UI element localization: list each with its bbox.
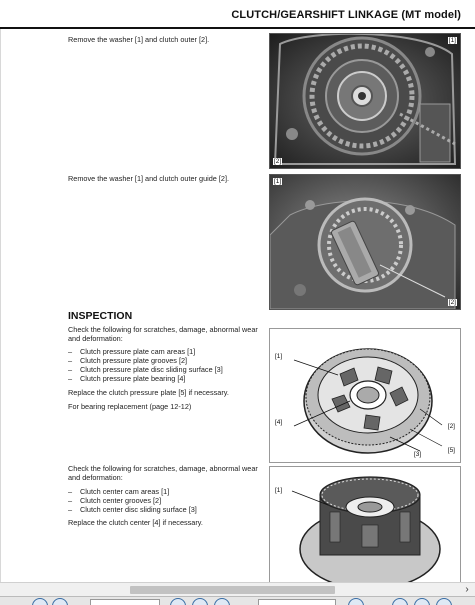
pressure-plate-drawing (270, 329, 460, 462)
photo-clutch-outer (269, 33, 461, 169)
step-remove-washer-clutch-outer: Remove the washer [1] and clutch outer [2]. (68, 35, 210, 44)
clutch-outer-illustration (270, 34, 460, 168)
list-item: – Clutch pressure plate cam areas [1] (68, 347, 265, 356)
diagram1-callout-1: [1] (275, 353, 283, 360)
header-rule (0, 27, 475, 29)
list-item: – Clutch pressure plate bearing [4] (68, 374, 265, 383)
inspection-intro-pressure-plate: Check the following for scratches, damage, abnormal wear and deformation: (68, 325, 258, 343)
replace-clutch-center-note: Replace the clutch center [4] if necessary. (68, 518, 203, 527)
scroll-right-icon[interactable]: › (465, 584, 469, 595)
photo2-callout-1: [1] (274, 178, 282, 185)
page-number-field[interactable] (90, 599, 160, 605)
bearing-replacement-reference: For bearing replacement (page 12-12) (68, 402, 192, 411)
inspection-intro-clutch-center: Check the following for scratches, damage, abnormal wear and deformation: (68, 464, 258, 482)
diagram2-callout-1: [1] (275, 487, 283, 494)
scrollbar-thumb[interactable] (130, 586, 335, 594)
diagram1-callout-5: [5] (447, 447, 455, 454)
list-item: – Clutch pressure plate disc sliding surface [3] (68, 365, 265, 374)
pressure-plate-check-list (68, 347, 265, 383)
diagram1-callout-2: [2] (447, 423, 455, 430)
replace-pressure-plate-note: Replace the clutch pressure plate [5] if necessary. (68, 388, 229, 397)
zoom-level-field[interactable] (258, 599, 336, 605)
left-margin-rule (0, 29, 1, 582)
clutch-center-drawing (270, 467, 460, 582)
clutch-center-check-list (68, 487, 265, 514)
diagram-clutch-center (269, 466, 461, 582)
step-remove-washer-outer-guide: Remove the washer [1] and clutch outer guide [2]. (68, 174, 230, 183)
photo-clutch-outer-guide (269, 174, 461, 310)
list-item: – Clutch center grooves [2] (68, 496, 265, 505)
photo2-callout-2: [2] (448, 299, 456, 306)
photo1-callout-2: [2] (274, 158, 282, 165)
diagram1-callout-4: [4] (275, 419, 283, 426)
horizontal-scrollbar[interactable] (0, 582, 475, 597)
list-item: – Clutch center cam areas [1] (68, 487, 265, 496)
list-item: – Clutch center disc sliding surface [3] (68, 505, 265, 514)
diagram-pressure-plate (269, 328, 461, 463)
diagram1-callout-3: [3] (414, 451, 422, 458)
section-heading-inspection: INSPECTION (68, 310, 133, 322)
page-header-title: CLUTCH/GEARSHIFT LINKAGE (MT model) (231, 9, 461, 21)
outer-guide-illustration (270, 175, 460, 309)
list-item: – Clutch pressure plate grooves [2] (68, 356, 265, 365)
photo1-callout-1: [1] (448, 37, 456, 44)
